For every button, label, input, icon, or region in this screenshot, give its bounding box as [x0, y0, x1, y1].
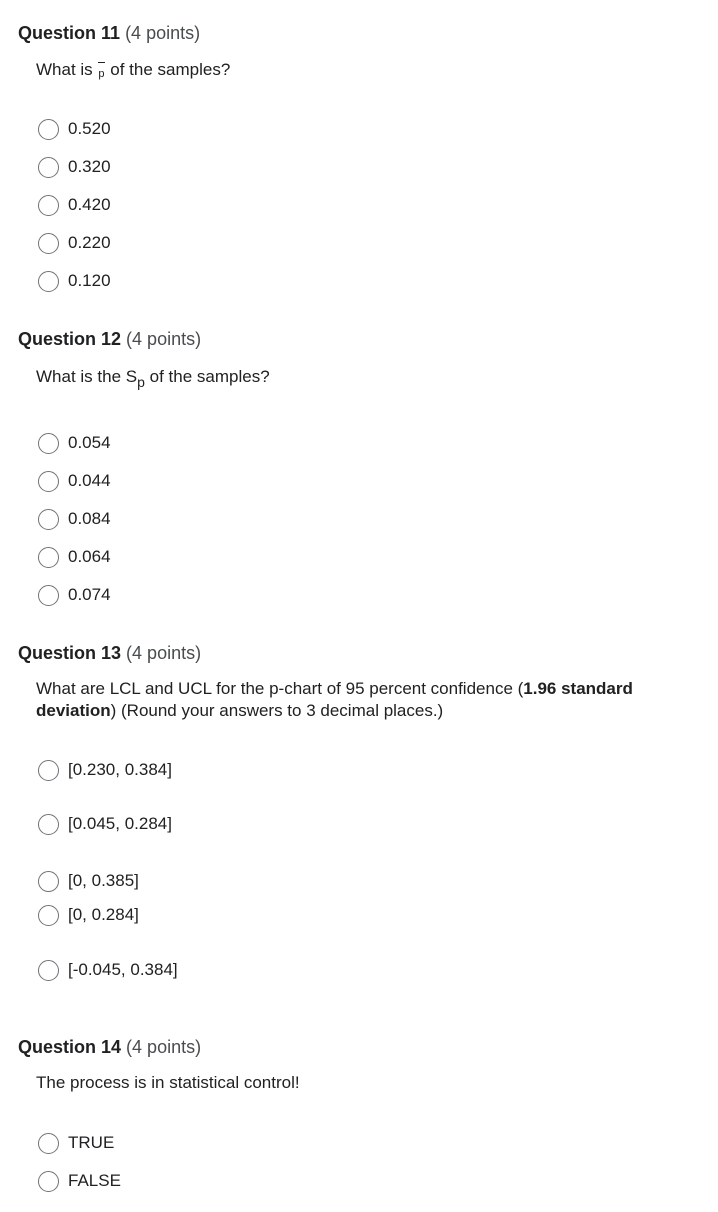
question-14-title	[18, 1036, 201, 1058]
prompt-text: What are LCL and UCL for the p-chart of 95 percent confidence (	[36, 679, 524, 698]
radio-button[interactable]	[38, 271, 59, 292]
question-14-prompt: The process is in statistical control!	[36, 1073, 300, 1092]
option-label: 0.120	[68, 271, 111, 290]
question-12-option-1[interactable]	[38, 431, 111, 455]
radio-button[interactable]	[38, 814, 59, 835]
question-points: (4 points)	[126, 1037, 202, 1057]
question-11-prompt	[36, 59, 230, 85]
prompt-text: ) (Round your answers to 3 decimal places.)	[110, 701, 444, 720]
option-label: [0.045, 0.284]	[68, 814, 172, 833]
question-13-prompt	[36, 678, 716, 722]
radio-button[interactable]	[38, 760, 59, 781]
question-12-title	[18, 328, 201, 350]
question-12-option-3[interactable]	[38, 507, 111, 531]
question-points: (4 points)	[126, 643, 202, 663]
option-label: [0.230, 0.384]	[68, 760, 172, 779]
option-label: 0.064	[68, 547, 111, 566]
question-number: Question 11	[18, 23, 121, 43]
option-label: 0.420	[68, 195, 111, 214]
option-label: [0, 0.284]	[68, 905, 139, 924]
question-13-option-1[interactable]	[38, 758, 172, 782]
prompt-text: of the samples?	[110, 60, 231, 79]
option-label: [0, 0.385]	[68, 871, 139, 890]
option-label: 0.074	[68, 585, 111, 604]
question-11-option-3[interactable]	[38, 193, 111, 217]
question-11-option-5[interactable]	[38, 269, 111, 293]
option-label: [-0.045, 0.384]	[68, 960, 178, 979]
question-number: Question 12	[18, 329, 122, 349]
radio-button[interactable]	[38, 1171, 59, 1192]
option-label: TRUE	[68, 1133, 115, 1152]
radio-button[interactable]	[38, 905, 59, 926]
question-13-option-5[interactable]	[38, 958, 178, 982]
question-number: Question 14	[18, 1037, 122, 1057]
radio-button[interactable]	[38, 157, 59, 178]
question-13-title	[18, 642, 201, 664]
question-number: Question 13	[18, 643, 122, 663]
radio-button[interactable]	[38, 585, 59, 606]
radio-button[interactable]	[38, 871, 59, 892]
question-11-option-1[interactable]	[38, 117, 111, 141]
sp-subscript: p	[137, 374, 145, 390]
option-label: FALSE	[68, 1171, 121, 1190]
question-12-option-4[interactable]	[38, 545, 111, 569]
question-12-option-2[interactable]	[38, 469, 111, 493]
question-11-option-2[interactable]	[38, 155, 111, 179]
radio-button[interactable]	[38, 960, 59, 981]
prompt-text: of the samples?	[149, 367, 270, 386]
radio-button[interactable]	[38, 433, 59, 454]
question-14-option-false[interactable]	[38, 1169, 121, 1193]
question-points: (4 points)	[125, 23, 201, 43]
radio-button[interactable]	[38, 119, 59, 140]
question-11-option-4[interactable]	[38, 231, 111, 255]
option-label: 0.044	[68, 471, 111, 490]
question-13-option-4[interactable]	[38, 903, 139, 927]
option-label: 0.520	[68, 119, 111, 138]
option-label: 0.320	[68, 157, 111, 176]
radio-button[interactable]	[38, 509, 59, 530]
p-bar-symbol: p	[98, 61, 104, 85]
prompt-text: What is	[36, 60, 93, 79]
question-points: (4 points)	[126, 329, 202, 349]
radio-button[interactable]	[38, 1133, 59, 1154]
question-13-option-2[interactable]	[38, 812, 172, 836]
question-12-prompt	[36, 366, 270, 393]
question-11-title	[18, 22, 200, 44]
question-14-option-true[interactable]	[38, 1131, 114, 1155]
question-13-option-3[interactable]	[38, 869, 139, 893]
radio-button[interactable]	[38, 471, 59, 492]
radio-button[interactable]	[38, 233, 59, 254]
radio-button[interactable]	[38, 195, 59, 216]
question-12-option-5[interactable]	[38, 583, 111, 607]
radio-button[interactable]	[38, 547, 59, 568]
prompt-bold-text: 1.96 standard deviation	[36, 679, 633, 720]
option-label: 0.054	[68, 433, 111, 452]
option-label: 0.220	[68, 233, 111, 252]
option-label: 0.084	[68, 509, 111, 528]
prompt-text: What is the S	[36, 367, 138, 386]
